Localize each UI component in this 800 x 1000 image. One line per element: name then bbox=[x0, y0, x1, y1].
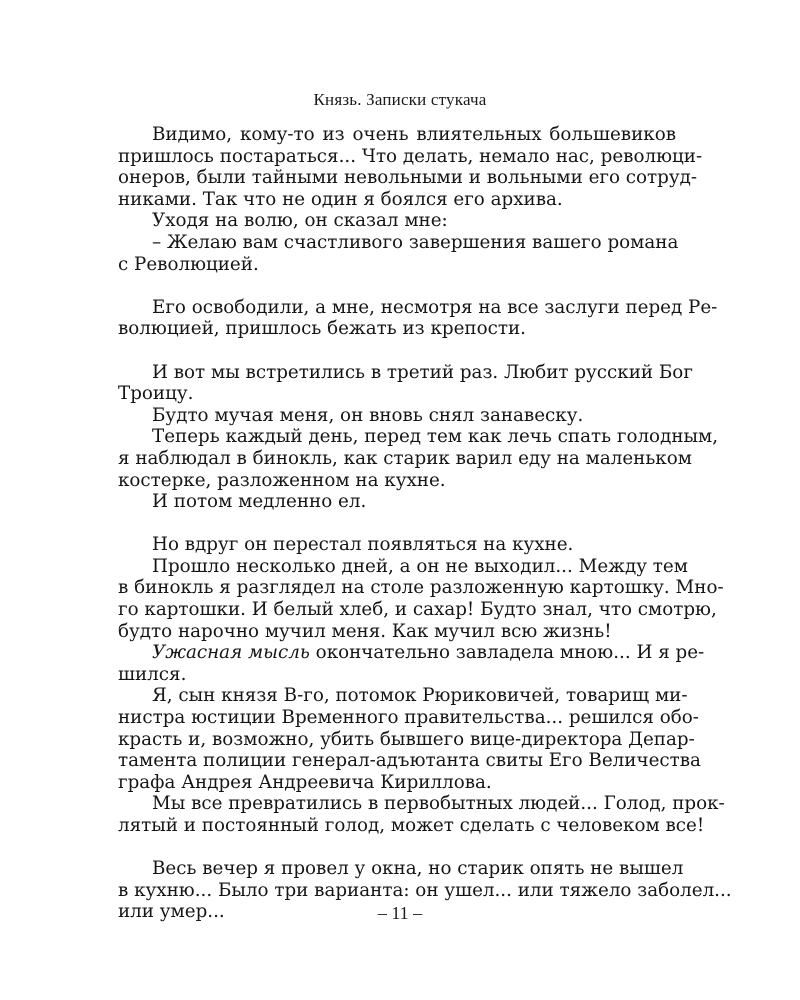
text-line: го картошки. И белый хлеб, и сахар! Будто знал, что смотрю, bbox=[118, 599, 717, 621]
text-line: Я, сын князя В-го, потомок Рюриковичей, товарищ ми- bbox=[152, 685, 688, 707]
paragraph bbox=[118, 405, 676, 427]
paragraph bbox=[118, 124, 703, 210]
text-run: окончательно завладела мною... И я ре- bbox=[309, 642, 705, 664]
text-line: Видимо, кому-то из очень влиятельных большевиков bbox=[152, 124, 676, 145]
text-line: – Желаю вам счастливого завершения вашего романа bbox=[152, 231, 679, 253]
text-line: никами. Так что не один я боялся его архива. bbox=[118, 188, 563, 210]
text-line: графа Андрея Андреевича Кириллова. bbox=[118, 771, 492, 793]
section-break bbox=[118, 837, 676, 859]
text-line bbox=[118, 642, 705, 664]
paragraph bbox=[118, 361, 693, 405]
paragraph bbox=[118, 210, 676, 232]
text-line: я наблюдал в бинокль, как старик варил еду на маленьком bbox=[118, 447, 692, 469]
paragraph bbox=[118, 793, 725, 836]
text-line: Уходя на волю, он сказал мне: bbox=[152, 210, 448, 232]
section-break bbox=[118, 275, 676, 297]
text-line: волюцией, пришлось бежать из крепости. bbox=[118, 318, 526, 340]
text-line: Но вдруг он перестал появляться на кухне. bbox=[152, 534, 574, 556]
paragraph bbox=[118, 685, 701, 793]
text-line: Теперь каждый день, перед тем как лечь спать голодным, bbox=[152, 426, 719, 448]
text-line: пришлось постараться... Что делать, немало нас, революци- bbox=[118, 145, 703, 167]
text-line: Троицу. bbox=[118, 383, 194, 405]
text-line: И вот мы встретились в третий раз. Любит русский Бог bbox=[152, 361, 693, 383]
body-text bbox=[118, 124, 732, 923]
section-break bbox=[118, 340, 676, 362]
section-break bbox=[118, 513, 676, 535]
text-line: тамента полиции генерал-адъютанта свиты Его Величества bbox=[118, 750, 701, 772]
text-line: Прошло несколько дней, а он не выходил... Между тем bbox=[152, 555, 688, 577]
text-line: в кухню... Было три варианта: он ушел... или тяжело заболел... bbox=[118, 879, 732, 901]
text-line: будто нарочно мучил меня. Как мучил всю жизнь! bbox=[118, 620, 612, 642]
paragraph bbox=[118, 534, 676, 556]
text-line: лятый и постоянный голод, может сделать с человеком все! bbox=[118, 815, 705, 836]
text-line: костерке, разложенном на кухне. bbox=[118, 469, 446, 491]
text-line: Весь вечер я провел у окна, но старик опять не вышел bbox=[152, 858, 684, 880]
text-line: с Революцией. bbox=[118, 253, 259, 275]
text-line: шился. bbox=[118, 663, 187, 685]
running-title: Князь. Записки стукача bbox=[313, 90, 487, 109]
paragraph bbox=[118, 296, 718, 340]
italic-phrase: Ужасная мысль bbox=[152, 642, 310, 664]
paragraph bbox=[118, 491, 676, 513]
paragraph bbox=[118, 642, 705, 685]
text-line: Мы все превратились в первобытных людей... Голод, прок- bbox=[152, 793, 725, 815]
paragraph bbox=[118, 555, 724, 642]
page-number: – 11 – bbox=[377, 903, 423, 923]
text-line: красть и, возможно, убить бывшего вице-директора Депар- bbox=[118, 728, 695, 750]
text-line: Его освободили, а мне, несмотря на все заслуги перед Ре- bbox=[152, 296, 718, 318]
text-line: нистра юстиции Временного правительства... решился обо- bbox=[118, 707, 699, 729]
text-line: или умер... bbox=[118, 901, 225, 923]
paragraph bbox=[118, 231, 679, 275]
text-line: И потом медленно ел. bbox=[152, 491, 367, 513]
text-line: онеров, были тайными невольными и вольными его сотруд- bbox=[118, 167, 698, 189]
text-line: в бинокль я разглядел на столе разложенную картошку. Мно- bbox=[118, 577, 724, 599]
paragraph bbox=[118, 426, 719, 491]
text-line: Будто мучая меня, он вновь снял занавеску. bbox=[152, 404, 584, 426]
